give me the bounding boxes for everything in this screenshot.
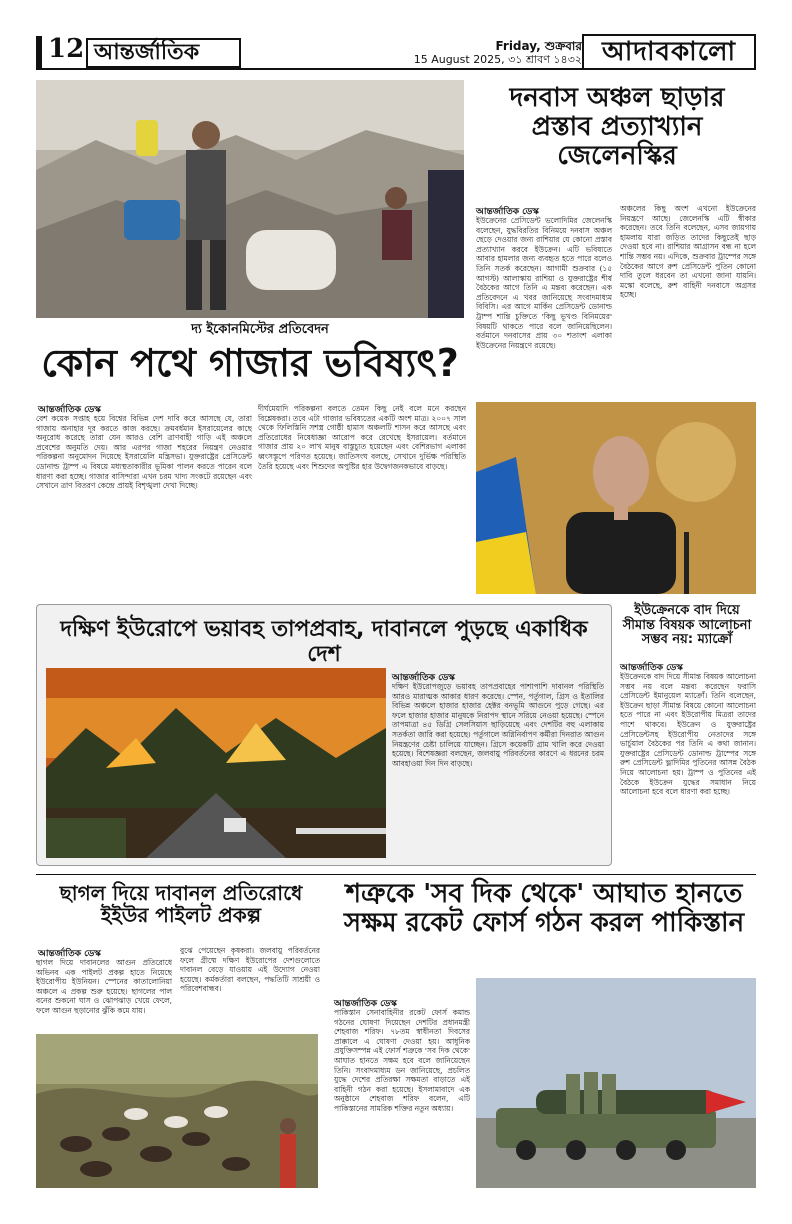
zelensky-headline: দনবাস অঞ্চল ছাড়ার প্রস্তাব প্রত্যাখ্যান জেলেনস্কির (509, 83, 725, 172)
page-number: 12 (48, 34, 85, 64)
macron-headline: ইউক্রেনকে বাদ দিয়ে সীমান্ত বিষয়ক আলোচনা সম্ভব নয়: ম্যাক্রোঁ (622, 603, 752, 648)
macron-byline: আন্তর্জাতিক ডেস্ক (620, 663, 683, 673)
goats-body-col1: ছাগল দিয়ে দাবানলের আগুন প্রতিরোধে অভিনব এক পাইলট প্রকল্প হাতে নিয়েছে ইউরোপীয় ইউনিয়ন। স্পেনের কাতালোনিয়া অঞ্চলে এ প্রকল্প শুরু হয়েছে। ছাগলের পাল বনের শুকনো ঘাস ও ঝোপঝাড় খেয়ে ফেলে, ফলে আগুন ছড়ানোর ঝুঁকি কমে যায়। (36, 958, 172, 1015)
heatwave-byline: আন্তর্জাতিক ডেস্ক (392, 673, 455, 683)
zelensky-byline: আন্তর্জাতিক ডেস্ক (476, 207, 539, 217)
zelensky-photo (476, 402, 756, 594)
heatwave-photo (46, 668, 386, 858)
section-divider (36, 874, 756, 875)
gaza-body-col1: বেশ কয়েক সপ্তাহ হয়ে বিশ্বের বিভিন্ন দেশ দাবি করে আসছে যে, তারা গাজায় অনাহার দূর করতে কাজ করছে। ক্রমবর্ধমান ইসরায়েলের কাছে অনুরোধ করেছে তারা যেন আরও বেশি ত্রাণবাহী গাড়ি এই অঞ্চলে প্রবেশের অনুমতি দেয়। আর এরপর গাজা শহরের নিয়ন্ত্রণ নেওয়ার পরিকল্পনা অনুমোদন দিয়েছে ইসরায়েলি মন্ত্রিসভা। যুক্তরাষ্ট্রের প্রেসিডেন্ট ডোনাল্ড ট্রাম্প এ বিষয়ে মধ্যস্থতাকারীর ভূমিকা পালন করতে পারেন বলে ধারণা করা হচ্ছে। গাজার বাসিন্দারা এখন চরম খাদ্য সংকটে রয়েছেন এবং সেখানে ত্রাণ বিতরণ কেন্দ্রে প্রায়ই বিশৃঙ্খলা দেখা দিচ্ছে। (36, 414, 252, 491)
dateline-date: 15 August 2025, ৩১ শ্রাবণ ১৪৩২ (413, 53, 582, 66)
macron-body: ইউক্রেনকে বাদ দিয়ে সীমান্ত বিষয়ক আলোচনা সম্ভব নয় বলে মন্তব্য করেছেন ফরাসি প্রেসিডেন্ট ইমানুয়েল ম্যাক্রোঁ। তিনি বলেছেন, ইউক্রেন ছাড়া সীমান্ত বিষয়ে কোনো আলোচনা হতে পারে না এবং ইউরোপীয় মিত্ররা তাদের পাশে থাকবে। ইউক্রেন ও যুক্তরাষ্ট্রের প্রেসিডেন্টসহ ইউরোপীয় নেতাদের সঙ্গে ভার্চুয়াল বৈঠকের পর তিনি এ কথা জানান। যুক্তরাষ্ট্রের প্রেসিডেন্ট ডোনাল্ড ট্রাম্পের সঙ্গে রুশ প্রেসিডেন্ট ভ্লাদিমির পুতিনের আসন্ন বৈঠক নিয়ে আলোচনা হয়। ট্রাম্প ও পুতিনের এই বৈঠকে ইউক্রেন যুদ্ধের সমাধান নিয়ে আলোচনা হবে বলে ধারণা করা হচ্ছে। (620, 672, 756, 797)
gaza-body-col2: দীর্ঘমেয়াদি পরিকল্পনা বলতে তেমন কিছু নেই বলে মনে করছেন বিশ্লেষকরা। তবে এটা গাজার ভবিষ্যতের একটি অংশ মাত্র। ২০০৭ সাল থেকে ফিলিস্তিনি সশস্ত্র গোষ্ঠী হামাস অঞ্চলটি শাসন করে আসছে এবং প্রতিরোধের নিষেধাজ্ঞা আরোপ করে রেখেছে ইসরায়েল। বর্তমানে গাজার প্রায় ২০ লাখ মানুষ বাস্তুচ্যুত হয়েছেন এবং বেশিরভাগ এলাকা ধ্বংসস্তূপে পরিণত হয়েছে। জাতিসংঘ বলছে, সেখানে দুর্ভিক্ষ পরিস্থিতি তৈরি হয়েছে এবং শিশুদের অপুষ্টির হার উদ্বেগজনকভাবে বাড়ছে। (258, 404, 466, 471)
heatwave-body: দক্ষিণ ইউরোপজুড়ে ভয়াবহ তাপপ্রবাহের পাশাপাশি দাবানল পরিস্থিতি আরও মারাত্মক আকার ধারণ করেছে। স্পেন, পর্তুগাল, গ্রিস ও ইতালির বিভিন্ন অঞ্চলে হাজার হাজার হেক্টর বনভূমি আগুনে পুড়ে গেছে। এর ফলে হাজার হাজার মানুষকে নিরাপদ স্থানে সরিয়ে নেওয়া হয়েছে। স্পেনে তাপমাত্রা ৪৫ ডিগ্রি সেলসিয়াস ছাড়িয়েছে এবং দেশটির বহু এলাকায় সতর্কতা জারি করা হয়েছে। পর্তুগালে অগ্নিনির্বাপণ কর্মীরা দিনরাত আগুন নিয়ন্ত্রণের চেষ্টা চালিয়ে যাচ্ছেন। গ্রিসে কয়েকটি গ্রাম খালি করে দেওয়া হয়েছে। বিশেষজ্ঞরা বলছেন, জলবায়ু পরিবর্তনের কারণে এ ধরনের চরম আবহাওয়া দিন দিন বাড়ছে। (392, 682, 604, 768)
gaza-byline: আন্তর্জাতিক ডেস্ক (38, 405, 101, 415)
goats-photo (36, 1034, 318, 1188)
gaza-headline: কোন পথে গাজার ভবিষ্যৎ? (41, 341, 459, 385)
newspaper-logo: আদাবকালো (582, 34, 756, 70)
section-title: আন্তর্জাতিক (86, 38, 241, 68)
zelensky-body-col2: অঞ্চলের কিছু অংশ এখনো ইউক্রেনের নিয়ন্ত্রণে আছে। জেলেনস্কি এটি স্বীকার করেছেন। তবে তিনি বলেছেন, এসব জায়গায় হামলায় যারা জড়িত তাদের কিছুতেই ছাড় দেওয়া হবে না। রাশিয়ার আগ্রাসন বন্ধ না হলে শান্তি সম্ভব নয়। এদিকে, শুক্রবার ট্রাম্পের সঙ্গে বৈঠকের আগে রুশ প্রেসিডেন্ট পুতিন কোনো দাবি তুলে ধরবেন তা এখনো জানা যায়নি। মস্কো বলেছে, রুশ বাহিনী দনবাসে অগ্রসর হচ্ছে। (620, 204, 756, 300)
heatwave-headline: দক্ষিণ ইউরোপে ভয়াবহ তাপপ্রবাহ, দাবানলে পুড়ছে একাধিক দেশ (60, 617, 588, 667)
gaza-photo (36, 80, 464, 318)
dateline-day: Friday, শুক্রবার (495, 39, 582, 53)
zelensky-body-col1: ইউক্রেনের প্রেসিডেন্ট ভলোদিমির জেলেনস্কি বলেছেন, যুদ্ধবিরতির বিনিময়ে দনবাস অঞ্চল ছেড়ে দেওয়ার জন্য রাশিয়ার যে কোনো প্রস্তাব প্রত্যাখ্যান করবে ইউক্রেন। এটি ভবিষ্যতে আবার হামলার জন্য ব্যবহৃত হতে পারে বলেও তিনি সতর্ক করেছেন। আগামী শুক্রবার (১৫ আগস্ট) আলাস্কায় রাশিয়া ও যুক্তরাষ্ট্রের শীর্ষ বৈঠকের আগে তিনি এ মন্তব্য করেছেন। এক প্রতিবেদনে এ খবর জানিয়েছে সংবাদমাধ্যম বিবিসি। এর আগে মার্কিন প্রেসিডেন্ট ডোনাল্ড ট্রাম্প শান্তি চুক্তিতে 'কিছু ভূখণ্ড বিনিময়ের' বিষয়টি থাকতে পারে বলে জানিয়েছিলেন। বর্তমানে দনবাসের প্রায় ৩০ শতাংশ এলাকা ইউক্রেনের নিয়ন্ত্রণে রয়েছে। (476, 216, 612, 350)
goats-body-col2: বুঝে পেয়েছেন কৃষকরা। জলবায়ু পরিবর্তনের ফলে গ্রীষ্মে দক্ষিণ ইউরোপের দেশগুলোতে দাবানল বেড়ে যাওয়ায় এই উদ্যোগ নেওয়া হয়েছে। কর্মকর্তারা বলছেন, পদ্ধতিটি সাশ্রয়ী ও পরিবেশবান্ধব। (180, 946, 320, 994)
pakistan-body: পাকিস্তান সেনাবাহিনীর রকেট ফোর্স কমান্ড গঠনের ঘোষণা দিয়েছেন দেশটির প্রধানমন্ত্রী শেহবাজ শরিফ। ৭৮তম স্বাধীনতা দিবসের প্রাক্কালে এ ঘোষণা দেওয়া হয়। আধুনিক প্রযুক্তিসম্পন্ন এই ফোর্স শত্রুকে 'সব দিক থেকে' আঘাত হানতে সক্ষম হবে বলে জানিয়েছেন তিনি। সংবাদমাধ্যম ডন জানিয়েছে, প্রচলিত যুদ্ধে দেশের প্রতিরক্ষা সক্ষমতা বাড়াতে এই বাহিনী গঠন করা হয়েছে। ইসলামাবাদে এক অনুষ্ঠানে শেহবাজ শরিফ বলেন, এটি পাকিস্তানের সামরিক শক্তির নতুন অধ্যায়। (334, 1008, 470, 1113)
dateline (414, 40, 582, 66)
pakistan-photo (476, 978, 756, 1188)
goats-byline: আন্তর্জাতিক ডেস্ক (38, 949, 101, 959)
goats-headline: ছাগল দিয়ে দাবানল প্রতিরোধে ইইউর পাইলট প্রকল্প (59, 881, 303, 928)
gaza-photo-caption: দ্য ইকোনমিস্টের প্রতিবেদন (150, 318, 370, 343)
masthead-rule (36, 68, 756, 70)
pakistan-byline: আন্তর্জাতিক ডেস্ক (334, 999, 397, 1009)
pakistan-headline: শত্রুকে 'সব দিক থেকে' আঘাত হানতে সক্ষম রকেট ফোর্স গঠন করল পাকিস্তান (343, 879, 745, 939)
page-number-bar (36, 36, 42, 68)
